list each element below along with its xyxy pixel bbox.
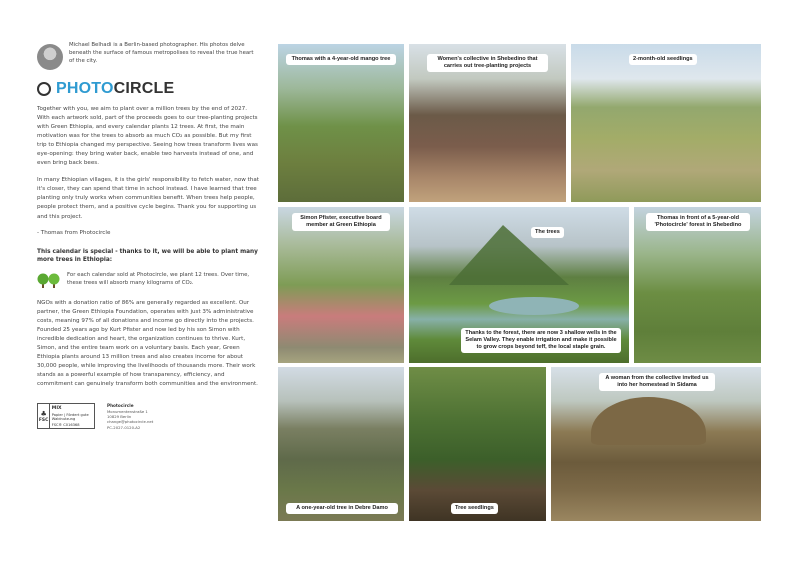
tree-note-text: For each calendar sold at Photocircle, we plant 12 trees. Over time, these trees will absorb many kilograms of CO₂. — [67, 271, 250, 287]
logo-part-circle: CIRCLE — [113, 80, 175, 97]
special-heading: This calendar is special - thanks to it, we will be able to plant many more trees in Ethiopia: — [37, 248, 258, 264]
fsc-tree-icon: ♣ FSC — [38, 404, 50, 428]
imprint — [107, 403, 153, 429]
photo-caption: The trees — [531, 227, 564, 238]
signature: - Thomas from Photocircle — [37, 229, 111, 236]
photo-caption: Thomas with a 4-year-old mango tree — [286, 54, 396, 65]
photo-womens-collective — [409, 44, 566, 202]
trees-icon — [37, 271, 61, 289]
photo-homestead-sidama — [551, 367, 761, 521]
logo-part-photo: PHOTO — [56, 80, 114, 97]
photo-photocircle-forest — [634, 207, 761, 363]
fsc-code: FSC® C016368 — [51, 422, 80, 427]
pond-shape — [489, 297, 579, 315]
imprint-line: change@photocircle.net — [107, 419, 154, 425]
photo-caption: 2-month-old seedlings — [629, 54, 697, 65]
fsc-info — [50, 404, 94, 428]
photo-caption: A woman from the collective invited us into her homestead in Sidama — [599, 373, 715, 391]
imprint-line: PC-2027-0120-A2 — [107, 424, 141, 430]
photo-caption: Women's collective in Shebedino that carries out tree-planting projects — [427, 54, 548, 72]
text-column — [37, 42, 259, 430]
photo-debre-damo — [278, 367, 404, 521]
photo-mango-tree — [278, 44, 404, 202]
author-block — [37, 42, 259, 70]
photo-selam-valley — [409, 207, 629, 363]
hut-shape — [591, 397, 706, 445]
photo-caption: Simon Pfister, executive board member at Green Ethiopia — [292, 213, 390, 231]
fsc-mix: MIX — [51, 405, 62, 411]
photo-tree-seedlings — [409, 367, 546, 521]
imprint-line: Monumentenstraße 1 — [107, 409, 148, 415]
ngo-paragraph: NGOs with a donation ratio of 86% are generally regarded as excellent. Our partner, the Green Ethiopia Foundation, operates with just 3% administrative costs, meaning 97% of all donations and income go directly into the projects. Founded 25 years ago by Kurt Pfister and now led by his son Simon with incredible dedication and heart, the organization continues to thrive. Kurt, Simon, and the entire team work on a voluntary basis. Each year, Green Ethiopia plants around 13 million trees and also creates income for about 30,000 people, while improving the livelihoods of thousands more. Their work stands as a powerful example of how transparency, efficiency, and commitment can genuinely transform both communities and the environment. — [37, 299, 258, 388]
imprint-name: Photocircle — [107, 403, 134, 409]
fsc-brand: FSC — [38, 417, 49, 423]
circle-logo-icon — [37, 82, 51, 96]
photo-seedlings-field — [571, 44, 761, 202]
photo-caption: Thanks to the forest, there are now 3 shallow wells in the Selam Valley. They enable irrigation and make it possible to grow crops beyond teff, the local staple grain. — [461, 328, 621, 353]
intro-paragraph-1: Together with you, we aim to plant over a million trees by the end of 2027. With each artwork sold, part of the proceeds goes to our tree-planting projects with Green Ethiopia, and every calendar plants 12 trees. At first, the main motivation was for the trees to absorb as much CO₂ as possible. But my first trip to Ethiopia changed my perspective. Seeing how trees transform lives was eye-opening: they bring water back, enable two harvests instead of one, and even bring back bees. — [37, 106, 258, 167]
intro-paragraph-2: In many Ethiopian villages, it is the girls' responsibility to fetch water, now that it's closer, they can spend that time in school instead. I have learned that tree planting only truly works when communities benefit. When trees help people, people protect them, and a positive cycle begins. Thank you for supporting us and this project. — [37, 177, 259, 220]
photo-caption: Tree seedlings — [451, 503, 498, 514]
photo-simon-pfister — [278, 207, 404, 363]
photo-caption: Thomas in front of a 5-year-old 'Photocircle' forest in Shebedino — [646, 213, 750, 231]
photocircle-logo — [37, 80, 259, 98]
tree-note — [37, 271, 259, 289]
avatar — [37, 44, 63, 70]
fsc-badge — [37, 403, 95, 429]
photo-caption: A one-year-old tree in Debre Damo — [286, 503, 398, 514]
author-bio: Michael Belhadi is a Berlin-based photographer. His photos delve beneath the surface of famous metropolises to reveal the true heart of the city. — [69, 42, 254, 64]
fsc-paper: Papier | Fördert gute Waldnutzung — [51, 412, 89, 421]
footer — [37, 403, 259, 429]
imprint-line: 10829 Berlin — [107, 414, 132, 420]
